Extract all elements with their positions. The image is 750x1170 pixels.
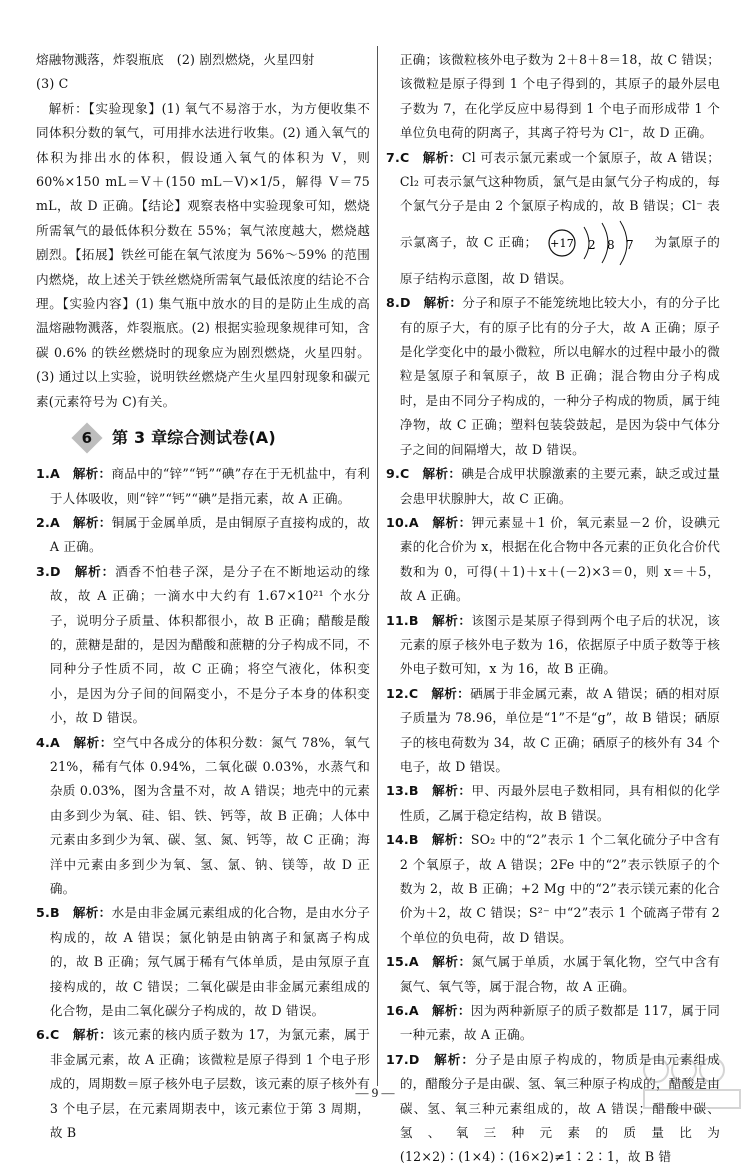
shell-count: 2 xyxy=(587,237,596,252)
item-answer: C xyxy=(399,149,410,165)
item-answer: B xyxy=(49,905,60,921)
watermark-logo-icon xyxy=(640,1050,748,1112)
watermark-box xyxy=(644,1090,740,1108)
item-answer: D xyxy=(408,1051,420,1067)
item-answer: A xyxy=(408,514,419,530)
item-number: 16. xyxy=(386,1003,409,1019)
answer-item xyxy=(36,731,370,902)
intro-analysis: 解析：【实验现象】(1) 氧气不易溶于水，为方便收集不同体积分数的氧气，可用排水法进行收集。(2) 通入氧气的体积为排出水的体积，假设通入氧气的体积为 V，则 60%×150 mL＝V＋(150 mL－V)×1/5，解得 V＝75 mL，故 D 正确。【结论】观察表格中实验现象可知，燃烧所需氧气的最低体积分数在 55%；氧气浓度越大，燃烧越剧烈。【拓展】铁丝可能在氧气浓度为 56%～59% 的范围内燃烧，故上述关于铁丝燃烧所需氧气最低浓度的结论不合理。【实验内容】(1) 集气瓶中放水的目的是防止生成的高温熔融物溅落，炸裂瓶底。(2) 根据实验现象规律可知，含碳 0.6% 的铁丝燃烧时的现象应为剧烈燃烧，火星四射。(3) 通过以上实验，说明铁丝燃烧产生火星四射现象和碳元素(元素符号为 C)有关。 xyxy=(36,100,370,409)
answer-item xyxy=(36,462,370,511)
item-number: 13. xyxy=(386,783,409,799)
answer-item xyxy=(386,146,720,292)
item-answer: C xyxy=(49,1027,60,1043)
analysis-label: 解析： xyxy=(432,783,472,799)
item-number: 14. xyxy=(386,832,409,848)
item-text: Cl 可表示氯元素或一个氯原子，故 A 错误；Cl₂ 可表示氯气这种物质，氯气是由氯气分子构成的，每个氯气分子是由 2 个氯原子构成的，故 B 错误；Cl⁻ 表示氯离子，故 C 正确； xyxy=(399,149,720,250)
item-number: 6. xyxy=(36,1027,50,1043)
item-text: 分子和原子不能笼统地比较大小，有的分子比有的原子大，有的原子比有的分子大，故 A 正确；原子是化学变化中的最小微粒，所以电解水的过程中最小的微粒是氢原子和氧原子，故 B 正确；混合物由分子构成时，是由不同分子构成的，一种分子构成的物质，属于纯净物，故 C 正确；塑料包装袋鼓起，是因为袋中气体分子之间的间隔增大，故 D 错误。 xyxy=(399,295,721,457)
section-number-badge xyxy=(71,423,102,454)
item-text: 因为两种新原子的质子数都是 117，属于同一种元素，故 A 正确。 xyxy=(399,1003,720,1043)
answer-item xyxy=(386,950,720,999)
analysis-label: 解析： xyxy=(434,1051,476,1067)
atom-diagram-icon xyxy=(544,219,652,267)
item-number: 11. xyxy=(386,612,409,628)
analysis-label: 解析： xyxy=(431,832,471,848)
item-number: 4. xyxy=(36,734,50,750)
item-answer: A xyxy=(49,734,60,750)
item-text: 酒香不怕巷子深，是分子在不断地运动的缘故，故 A 正确；一滴水中大约有 1.67×10²¹ 个水分子，说明分子质量、体积都很小，故 B 正确；醋酸是酸的，蔗糖是甜的，是因为醋酸和蔗糖的分子构成不同，不同种分子性质不同，故 C 正确；将空气液化，体积变小，是因为分子间的间隔变小，不是分子本身的体积变小，故 D 错误。 xyxy=(49,563,370,726)
analysis-label: 解析： xyxy=(431,685,471,701)
analysis-label: 解析： xyxy=(423,295,463,311)
watermark-circle xyxy=(644,1058,668,1082)
left-column xyxy=(36,48,370,1145)
analysis-label: 解析： xyxy=(422,466,462,482)
watermark-circle xyxy=(700,1058,724,1082)
item-number: 2. xyxy=(36,514,50,530)
nucleus-charge: +17 xyxy=(550,236,574,250)
analysis-label: 解析： xyxy=(72,1027,113,1043)
item-answer: A xyxy=(49,514,60,530)
answer-item xyxy=(386,291,720,462)
watermark-circle xyxy=(672,1058,696,1082)
analysis-label: 解析： xyxy=(432,514,472,530)
analysis-label: 解析： xyxy=(431,1003,471,1019)
intro-line: (3) C xyxy=(36,76,69,92)
item-number: 15. xyxy=(386,954,409,970)
item-number: 5. xyxy=(36,905,50,921)
answer-item xyxy=(386,462,720,511)
answer-item xyxy=(36,901,370,1023)
right-column xyxy=(386,48,720,1170)
item-number: 7. xyxy=(386,149,400,165)
item-number: 12. xyxy=(386,685,409,701)
answer-item xyxy=(386,828,720,950)
item-answer: D xyxy=(49,563,61,579)
continued-text: 正确；该微粒核外电子数为 2＋8＋8＝18，故 C 错误；该微粒是原子得到 1 个电子得到的，其原子的最外层电子数为 7，在化学反应中易得到 1 个电子而形成带 1 个单位负电荷的阴离子，其离子符号为 Cl⁻，故 D 正确。 xyxy=(399,52,720,141)
analysis-label: 解析： xyxy=(72,514,112,530)
answer-item xyxy=(386,609,720,682)
item-text: 水是由非金属元素组成的化合物，是由水分子构成的，故 A 错误；氯化钠是由钠离子和氯离子构成的，故 B 正确；氖气属于稀有气体单质，是由氖原子直接构成的，故 C 错误；二氧化碳是由非金属元素组成的化合物，是由二氧化碳分子构成的，故 D 错误。 xyxy=(49,905,370,1019)
item-answer: A xyxy=(408,1003,419,1019)
item-text: 空气中各成分的体积分数：氮气 78%，氧气 21%，稀有气体 0.94%，二氧化碳 0.03%，水蒸气和杂质 0.03%，图为含量不对，故 A 错误；地壳中的元素由多到少为氧、硅、铝、铁、钙等，故 B 正确；人体中元素由多到少为氧、碳、氢、氮、钙等，故 C 正确；海洋中元素由多到少为氧、氢、氯、钠、镁等，故 D 正确。 xyxy=(49,734,370,896)
item-answer: D xyxy=(399,295,411,311)
answer-item xyxy=(386,511,720,609)
item-text: 碘是合成甲状腺激素的主要元素，缺乏或过量会患甲状腺肿大，故 C 正确。 xyxy=(399,466,720,506)
shell-count: 8 xyxy=(606,237,615,252)
item-answer: C xyxy=(399,466,410,482)
item-text: 氮气属于单质，水属于氧化物，空气中含有氮气、氧气等，属于混合物，故 A 正确。 xyxy=(399,954,720,994)
item-text: 故 D 错误。 xyxy=(502,270,573,286)
item-answer: B xyxy=(408,612,419,628)
analysis-label: 解析： xyxy=(72,905,112,921)
item-answer: B xyxy=(408,783,419,799)
item-number: 17. xyxy=(386,1051,409,1067)
answer-item xyxy=(36,511,370,560)
item-number: 9. xyxy=(386,466,400,482)
item-text: 分子是由原子构成的，物质是由元素组成的，醋酸分子是由碳、氢、氧三种原子构成的，醋酸是由碳、氢、氧三种元素组成的，故 A 错误；醋酸中碳、氢、氧三种元素的质量比为(12×2)∶(1×4)∶(16×2)≠1∶2∶1，故 B 错 xyxy=(399,1051,720,1165)
section-heading xyxy=(76,424,370,452)
item-text: 甲、丙最外层电子数相同，具有相似的化学性质，乙属于稳定结构，故 B 错误。 xyxy=(399,783,720,823)
item-text: 硒属于非金属元素，故 A 错误；硒的相对原子质量为 78.96，单位是“1”不是“g”，故 B 错误；硒原子的核电荷数为 34，故 C 正确；硒原子的核外有 34 个电子，故 D 错误。 xyxy=(399,685,720,774)
item-text: 为氯原子的原子结构示意图， xyxy=(399,234,721,286)
item-number: 10. xyxy=(386,514,409,530)
intro-line: 熔融物溅落，炸裂瓶底 (2) 剧烈燃烧，火星四射 xyxy=(36,52,315,67)
item-text: SO₂ 中的“2”表示 1 个二氧化硫分子中含有 2 个氧原子，故 A 错误；2Fe 中的“2”表示铁原子的个数为 2，故 B 正确；+2 Mg 中的“2”表示镁元素的化合价为＋2，故 C 错误；S²⁻ 中“2”表示 1 个硫离子带有 2 个单位的负电荷，故 D 错误。 xyxy=(399,832,720,945)
analysis-label: 解析： xyxy=(422,149,462,165)
section-number: 6 xyxy=(81,429,93,448)
item-answer: B xyxy=(408,832,419,848)
answer-item xyxy=(386,779,720,828)
analysis-label: 解析： xyxy=(432,612,472,628)
shell-count: 7 xyxy=(625,237,634,252)
item-number: 8. xyxy=(386,295,400,311)
item-number: 1. xyxy=(36,466,50,482)
item-answer: A xyxy=(408,954,419,970)
answer-item xyxy=(386,682,720,780)
item-text: 铜属于金属单质，是由铜原子直接构成的，故 A 正确。 xyxy=(49,514,370,555)
item-number: 3. xyxy=(36,563,50,579)
item-text: 该图示是某原子得到两个电子后的状况，该元素的原子核外电子数为 16，依据原子中质子数等于核外电子数可知，x 为 16，故 B 正确。 xyxy=(399,612,720,677)
chlorine-atom-structure-diagram xyxy=(544,219,652,267)
answer-item xyxy=(36,560,370,731)
item-text: 该元素的核内质子数为 17，为氯元素，属于非金属元素，故 A 正确；该微粒是原子得到 1 个电子形成的，周期数＝原子核外电子层数，该元素的原子核外有 3 个电子层，在元素周期表中，该元素位于第 3 周期，故 B xyxy=(49,1027,371,1141)
analysis-label: 解析： xyxy=(74,563,116,579)
analysis-label: 解析： xyxy=(432,954,472,970)
page-number: — 9 — xyxy=(355,1085,395,1100)
answer-item xyxy=(386,999,720,1048)
item-text: 钾元素显＋1 价，氧元素显－2 价，设碘元素的化合价为 x，根据在化合物中各元素的正负化合价代数和为 0，可得(＋1)＋x＋(－2)×3＝0，则 x＝＋5，故 A 正确。 xyxy=(399,514,721,604)
item-answer: C xyxy=(408,685,419,701)
item-answer: A xyxy=(49,466,60,482)
section-title: 第 3 章综合测试卷(A) xyxy=(112,428,276,448)
item-text: 商品中的“锌”“钙”“碘”存在于无机盐中，有利于人体吸收，则“锌”“钙”“碘”是指元素，故 A 正确。 xyxy=(49,466,370,506)
analysis-label: 解析： xyxy=(72,466,112,482)
analysis-label: 解析： xyxy=(73,734,113,750)
column-divider xyxy=(377,46,378,1086)
